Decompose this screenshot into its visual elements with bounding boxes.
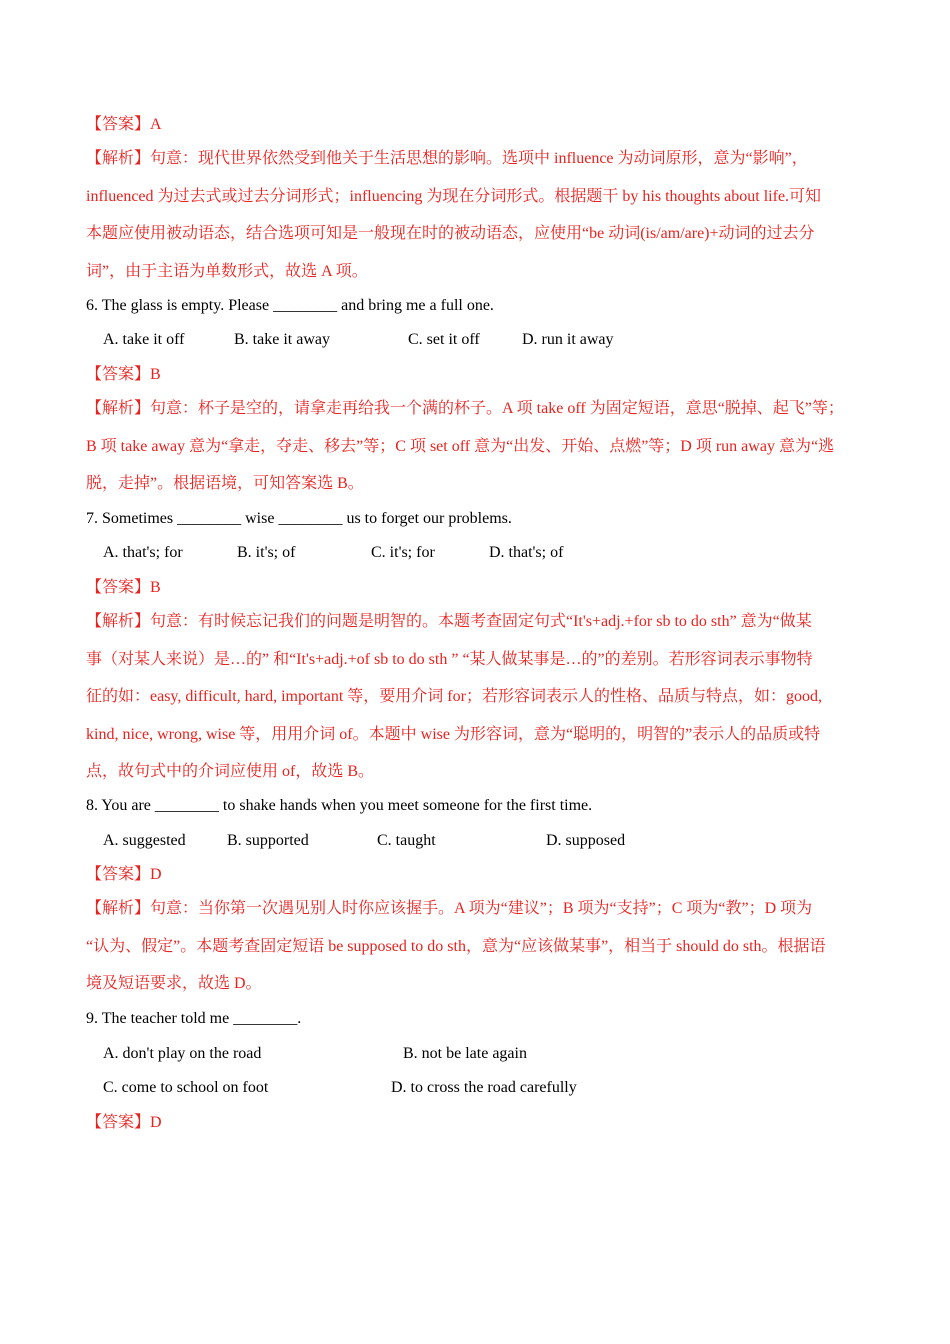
q6-option-b: B. take it away [234, 331, 330, 348]
analysis-8-line-2: “认为、假定”。本题考查固定短语 be supposed to do sth，意为“应该做某事”，相当于 should do sth。根据语 [86, 937, 826, 955]
analysis-6-line-1: 【解析】句意：杯子是空的，请拿走再给我一个满的杯子。A 项 take off 为固定短语，意思“脱掉、起飞”等； [86, 400, 844, 417]
analysis-6 [86, 390, 866, 503]
analysis-8 [86, 890, 866, 1003]
analysis-8-line-3: 境及短语要求，故选 D。 [86, 975, 262, 992]
answer-8: 【答案】D [86, 866, 162, 883]
analysis-6-line-3: 脱，走掉”。根据语境，可知答案选 B。 [86, 475, 364, 492]
answer-9: 【答案】D [86, 1114, 162, 1131]
q8-option-a: A. suggested [103, 832, 186, 849]
q9-option-c: C. come to school on foot [103, 1079, 269, 1096]
question-9: 9. The teacher told me ________. [86, 1010, 302, 1027]
analysis-7-line-3: 征的如：easy, difficult, hard, important 等，要用介词 for；若形容词表示人的性格、品质与特点，如：good, [86, 688, 822, 705]
q7-option-c: C. it's; for [371, 544, 435, 561]
analysis-7 [86, 603, 866, 791]
analysis-7-line-5: 点，故句式中的介词应使用 of，故选 B。 [86, 763, 375, 780]
q8-option-b: B. supported [227, 832, 309, 849]
q7-option-b: B. it's; of [237, 544, 296, 561]
analysis-5-line-3: 本题应使用被动语态，结合选项可知是一般现在时的被动语态，应使用“be 动词(is/am/are)+动词的过去分 [86, 225, 815, 242]
analysis-6-line-2: B 项 take away 意为“拿走，夺走、移去”等；C 项 set off 意为“出发、开始、点燃”等；D 项 run away 意为“逃 [86, 437, 835, 455]
answer-6: 【答案】B [86, 366, 161, 383]
answer-7: 【答案】B [86, 579, 161, 596]
q7-option-a: A. that's; for [103, 544, 183, 561]
question-7: 7. Sometimes ________ wise ________ us to forget our problems. [86, 510, 512, 527]
answer-5: 【答案】A [86, 116, 162, 133]
analysis-7-line-4: kind, nice, wrong, wise 等，用用介词 of。本题中 wise 为形容词，意为“聪明的，明智的”表示人的品质或特 [86, 725, 821, 743]
q6-option-a: A. take it off [103, 331, 185, 348]
q8-option-d: D. supposed [546, 832, 626, 849]
q9-option-d: D. to cross the road carefully [391, 1079, 577, 1096]
analysis-5 [86, 140, 866, 290]
analysis-5-line-4: 词”，由于主语为单数形式，故选 A 项。 [86, 262, 368, 280]
q7-option-d: D. that's; of [489, 544, 564, 561]
q8-option-c: C. taught [377, 832, 436, 849]
question-6: 6. The glass is empty. Please ________ and bring me a full one. [86, 297, 494, 314]
q9-option-a: A. don't play on the road [103, 1045, 262, 1062]
analysis-5-line-1: 【解析】句意：现代世界依然受到他关于生活思想的影响。选项中 influence 为动词原形，意为“影响”， [86, 150, 808, 167]
q6-option-d: D. run it away [522, 331, 614, 348]
analysis-5-line-2: influenced 为过去式或过去分词形式；influencing 为现在分词形式。根据题干 by his thoughts about life.可知 [86, 187, 822, 205]
question-8: 8. You are ________ to shake hands when you meet someone for the first time. [86, 797, 593, 814]
q6-option-c: C. set it off [408, 331, 480, 348]
q9-option-b: B. not be late again [403, 1045, 527, 1062]
analysis-7-line-1: 【解析】句意：有时候忘记我们的问题是明智的。本题考查固定句式“It's+adj.+for sb to do sth” 意为“做某 [86, 613, 812, 630]
analysis-7-line-2: 事（对某人来说）是…的” 和“It's+adj.+of sb to do sth ” “某人做某事是…的”的差别。若形容词表示事物特 [86, 650, 813, 668]
analysis-8-line-1: 【解析】句意：当你第一次遇见别人时你应该握手。A 项为“建议”；B 项为“支持”；C 项为“教”；D 项为 [86, 900, 813, 917]
